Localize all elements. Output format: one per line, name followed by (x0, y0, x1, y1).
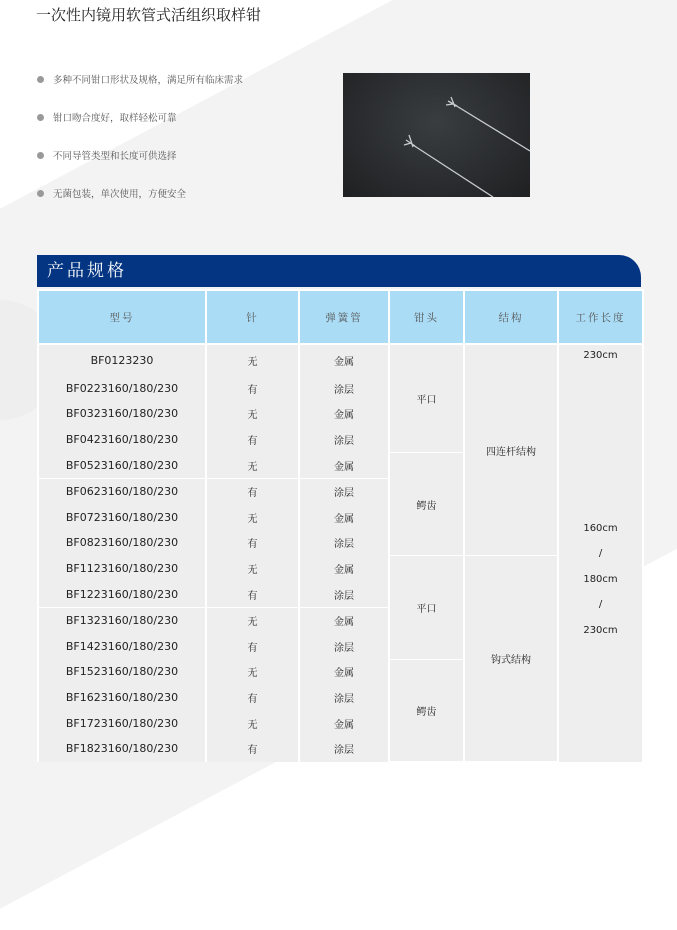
bullet-icon (37, 76, 44, 83)
tube-cell: 金属 (299, 344, 389, 376)
needle-cell: 无 (206, 401, 299, 427)
needle-cell: 有 (206, 427, 299, 453)
length-cell (558, 376, 643, 762)
length-cell: 230cm (558, 344, 643, 376)
feature-item (37, 72, 243, 86)
feature-item (37, 110, 177, 124)
needle-cell: 无 (206, 556, 299, 582)
needle-cell: 无 (206, 344, 299, 376)
length-value: 160cm (583, 522, 618, 534)
tube-cell: 涂层 (299, 581, 389, 607)
model-cell: BF0123230 (38, 344, 206, 376)
column-header: 型号 (38, 290, 206, 344)
needle-cell: 有 (206, 581, 299, 607)
head-cell: 平口 (389, 344, 464, 452)
feature-text: 钳口吻合度好，取样轻松可靠 (53, 113, 177, 124)
length-value: / (598, 548, 603, 560)
column-header: 弹簧管 (299, 290, 389, 344)
needle-cell: 无 (206, 607, 299, 633)
tube-cell: 涂层 (299, 685, 389, 711)
length-value: 180cm (583, 573, 618, 585)
length-value: / (598, 599, 603, 611)
tube-cell: 涂层 (299, 376, 389, 402)
model-cell: BF0523160/180/230 (38, 452, 206, 478)
model-cell: BF1523160/180/230 (38, 659, 206, 685)
tube-cell: 金属 (299, 710, 389, 736)
model-cell: BF1223160/180/230 (38, 581, 206, 607)
bullet-icon (37, 114, 44, 121)
product-photo (343, 73, 530, 197)
spec-table (37, 289, 644, 762)
section-banner: 产品规格 (37, 255, 641, 287)
page-title: 一次性内镜用软管式活组织取样钳 (36, 6, 262, 24)
model-cell: BF1323160/180/230 (38, 607, 206, 633)
model-cell: BF1823160/180/230 (38, 736, 206, 762)
needle-cell: 无 (206, 452, 299, 478)
column-header: 针 (206, 290, 299, 344)
model-cell: BF1123160/180/230 (38, 556, 206, 582)
tube-cell: 金属 (299, 607, 389, 633)
feature-item (37, 186, 186, 200)
head-cell: 鳄齿 (389, 659, 464, 761)
bullet-icon (37, 190, 44, 197)
tube-cell: 涂层 (299, 478, 389, 504)
feature-item (37, 148, 177, 162)
column-header: 结构 (464, 290, 558, 344)
model-cell: BF0623160/180/230 (38, 478, 206, 504)
table-row (38, 344, 643, 376)
feature-text: 不同导管类型和长度可供选择 (53, 151, 177, 162)
needle-cell: 有 (206, 376, 299, 402)
tube-cell: 金属 (299, 401, 389, 427)
tube-cell: 涂层 (299, 530, 389, 556)
model-cell: BF0823160/180/230 (38, 530, 206, 556)
model-cell: BF0323160/180/230 (38, 401, 206, 427)
model-cell: BF0723160/180/230 (38, 505, 206, 531)
head-cell: 鳄齿 (389, 452, 464, 555)
model-cell: BF1623160/180/230 (38, 685, 206, 711)
head-cell: 平口 (389, 556, 464, 659)
column-header: 钳头 (389, 290, 464, 344)
needle-cell: 有 (206, 478, 299, 504)
model-cell: BF1423160/180/230 (38, 634, 206, 660)
feature-text: 无菌包装，单次使用，方便安全 (53, 189, 187, 200)
column-header: 工作长度 (558, 290, 643, 344)
needle-cell: 无 (206, 505, 299, 531)
model-cell: BF0223160/180/230 (38, 376, 206, 402)
length-value: 230cm (583, 624, 618, 636)
feature-text: 多种不同钳口形状及规格，满足所有临床需求 (53, 75, 244, 86)
tube-cell: 涂层 (299, 634, 389, 660)
structure-cell: 钩式结构 (464, 556, 558, 762)
tube-cell: 金属 (299, 659, 389, 685)
tube-cell: 涂层 (299, 427, 389, 453)
needle-cell: 有 (206, 685, 299, 711)
structure-cell: 四连杆结构 (464, 344, 558, 556)
model-cell: BF0423160/180/230 (38, 427, 206, 453)
needle-cell: 无 (206, 710, 299, 736)
model-cell: BF1723160/180/230 (38, 710, 206, 736)
table-row (38, 556, 643, 582)
tube-cell: 金属 (299, 505, 389, 531)
tube-cell: 金属 (299, 452, 389, 478)
tube-cell: 金属 (299, 556, 389, 582)
tube-cell: 涂层 (299, 736, 389, 762)
needle-cell: 有 (206, 634, 299, 660)
needle-cell: 无 (206, 659, 299, 685)
bullet-icon (37, 152, 44, 159)
needle-cell: 有 (206, 736, 299, 762)
needle-cell: 有 (206, 530, 299, 556)
